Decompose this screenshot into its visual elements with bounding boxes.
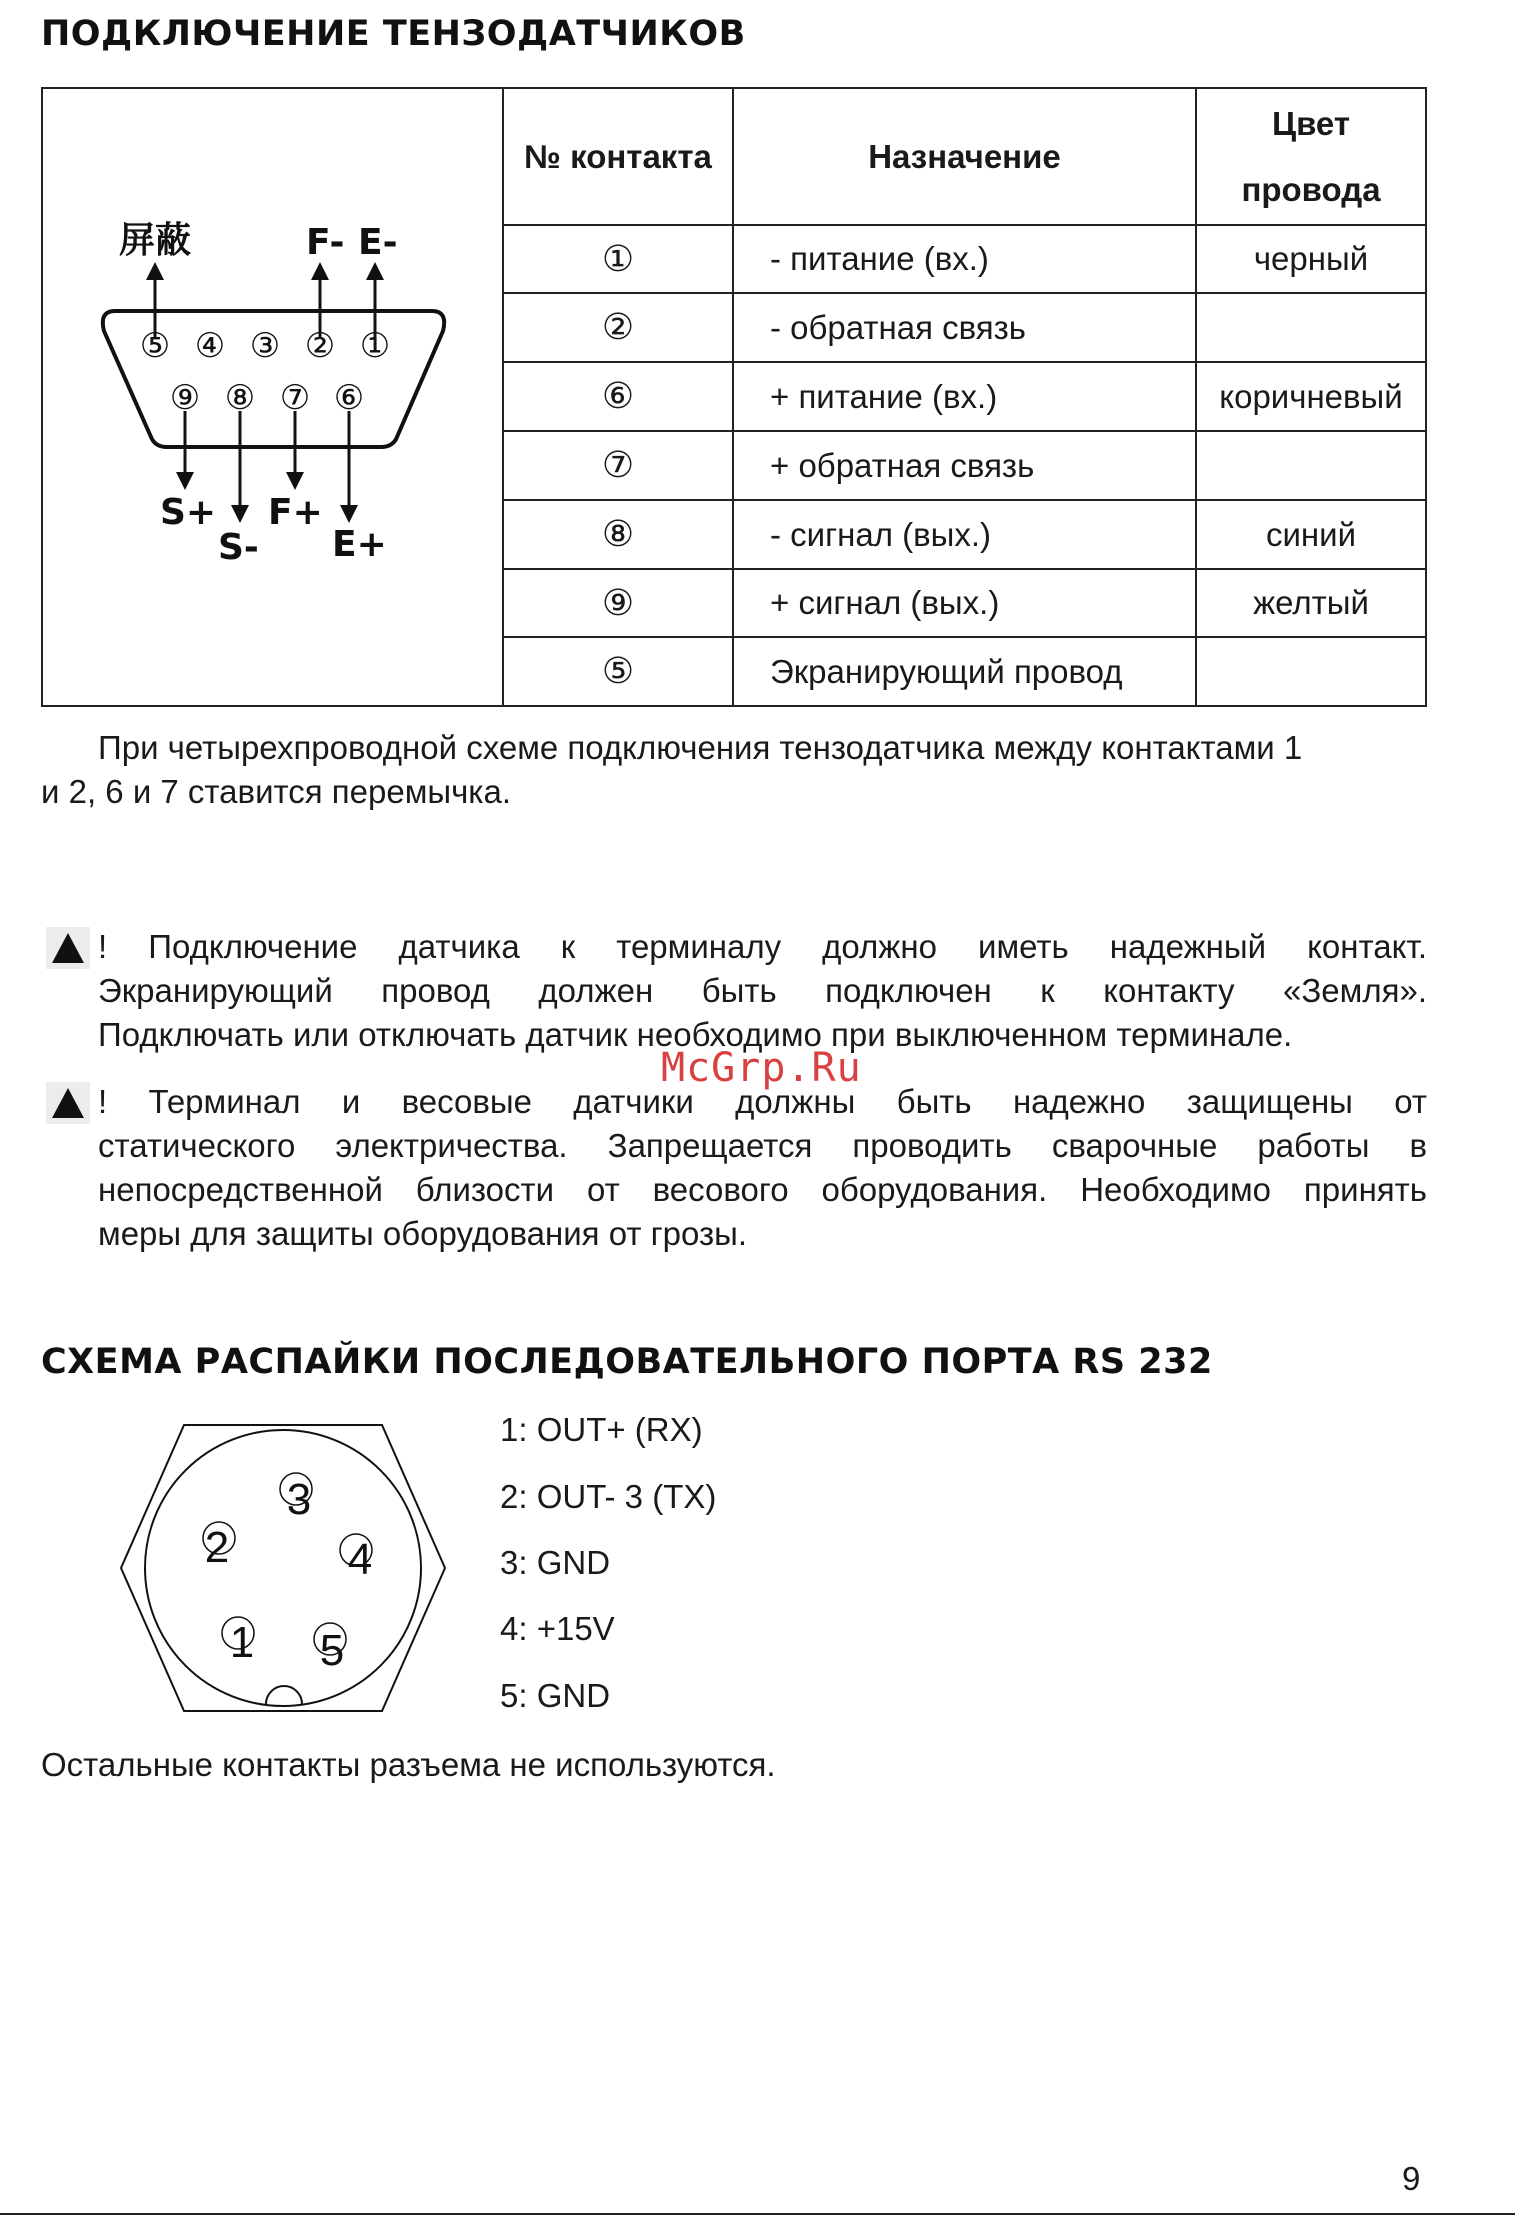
row-2-color <box>1197 294 1425 361</box>
row-7-color <box>1197 638 1425 705</box>
warning1-line3: Подключать или отключать датчик необходимо при выключенном терминале. <box>98 1016 1293 1053</box>
warning2-line4: меры для защиты оборудования от грозы. <box>98 1215 748 1252</box>
db9-pin-6: ⑥ <box>333 378 365 418</box>
row-2-pin: ② <box>601 307 635 348</box>
db9-pin-5: ⑤ <box>139 326 171 366</box>
db9-pin-2: ② <box>304 326 336 366</box>
warning1-line2: Экранирующий провод должен быть подключен к контакту «Земля». <box>98 972 1427 1009</box>
row-4-pin: ⑦ <box>601 445 635 486</box>
connector-hex-outline <box>121 1425 445 1711</box>
row-5-purpose: - сигнал (вых.) <box>770 515 992 553</box>
connector-inner-circle <box>145 1430 421 1706</box>
db9-pin-8: ⑧ <box>224 378 256 418</box>
db9-pin-3: ③ <box>249 326 281 366</box>
section-title-rs232: СХЕМА РАСПАЙКИ ПОСЛЕДОВАТЕЛЬНОГО ПОРТА RS 232 <box>41 1342 1213 1382</box>
db9-pin-9: ⑨ <box>169 378 201 418</box>
row-6-pin: ⑨ <box>601 582 635 624</box>
header-purpose: Назначение <box>868 137 1061 175</box>
rs232-pin-5: 5 <box>319 1626 345 1675</box>
row-5-pin: ⑧ <box>601 514 635 555</box>
header-wire-color-line2: провода <box>1241 170 1381 208</box>
pinout-5: 5: GND <box>500 1677 611 1714</box>
rs232-pin-1: 1 <box>229 1618 255 1667</box>
warning-triangle-icon <box>44 1080 92 1126</box>
row-7-pin: ⑤ <box>601 651 635 692</box>
load-cell-connection-table <box>41 87 1427 707</box>
row-3-purpose: + питание (вх.) <box>770 377 998 415</box>
section-title-load-cells: ПОДКЛЮЧЕНИЕ ТЕНЗОДАТЧИКОВ <box>41 14 746 54</box>
label-e-minus: E- <box>358 222 398 263</box>
pinout-4: 4: +15V <box>500 1610 615 1647</box>
rs232-pin-4: 4 <box>347 1535 373 1584</box>
rs232-connector-diagram <box>118 1420 458 1720</box>
row-4-color <box>1197 432 1425 499</box>
label-f-plus: F+ <box>268 492 323 533</box>
watermark: McGrp.Ru <box>661 1045 862 1091</box>
db9-pin-7: ⑦ <box>279 378 311 418</box>
warning-triangle-icon <box>44 925 92 971</box>
pinout-3: 3: GND <box>500 1544 611 1581</box>
header-wire-color-line1: Цвет <box>1271 104 1351 142</box>
bottom-rule <box>0 2213 1515 2215</box>
db9-pin-4: ④ <box>194 326 226 366</box>
label-e-plus: E+ <box>332 524 387 565</box>
warning2-line1: ! Терминал и весовые датчики должны быть надежно защищены от <box>98 1083 1427 1120</box>
pinout-2: 2: OUT- 3 (TX) <box>500 1478 717 1515</box>
jumper-note-line1: При четырехпроводной схеме подключения тензодатчика между контактами 1 <box>98 729 1303 766</box>
rs232-pin-2: 2 <box>204 1523 230 1572</box>
label-s-plus: S+ <box>160 492 217 533</box>
jumper-note-line2: и 2, 6 и 7 ставится перемычка. <box>41 773 511 810</box>
warning1-line1: ! Подключение датчика к терминалу должно иметь надежный контакт. <box>98 928 1427 965</box>
warning2-line2: статического электричества. Запрещается проводить сварочные работы в <box>98 1127 1427 1164</box>
row-5-color: синий <box>1265 515 1357 553</box>
row-6-purpose: + сигнал (вых.) <box>770 584 1000 621</box>
label-shield: 屏蔽 <box>119 220 192 261</box>
db9-pin-1: ① <box>359 326 391 366</box>
unused-contacts-note: Остальные контакты разъема не используются. <box>41 1746 776 1783</box>
row-2-purpose: - обратная связь <box>770 308 1026 346</box>
connector-key-notch <box>266 1686 302 1704</box>
row-3-color: коричневый <box>1219 377 1403 415</box>
rs232-pin-3: 3 <box>286 1475 312 1524</box>
db9-connector-diagram <box>43 89 502 705</box>
page-number: 9 <box>1402 2160 1421 2197</box>
row-1-pin: ① <box>601 238 635 280</box>
row-4-purpose: + обратная связь <box>770 446 1035 484</box>
row-6-color: желтый <box>1253 584 1369 621</box>
header-contact-number: № контакта <box>524 137 712 175</box>
row-3-pin: ⑥ <box>601 376 635 417</box>
row-7-purpose: Экранирующий провод <box>770 652 1123 690</box>
label-s-minus: S- <box>218 527 259 568</box>
row-1-color: черный <box>1253 240 1369 277</box>
label-f-minus: F- <box>306 222 345 263</box>
row-1-purpose: - питание (вх.) <box>770 240 989 277</box>
header-wire-color <box>1197 89 1425 224</box>
warning2-line3: непосредственной близости от весового оборудования. Необходимо принять <box>98 1171 1427 1208</box>
pinout-1: 1: OUT+ (RX) <box>500 1411 703 1448</box>
